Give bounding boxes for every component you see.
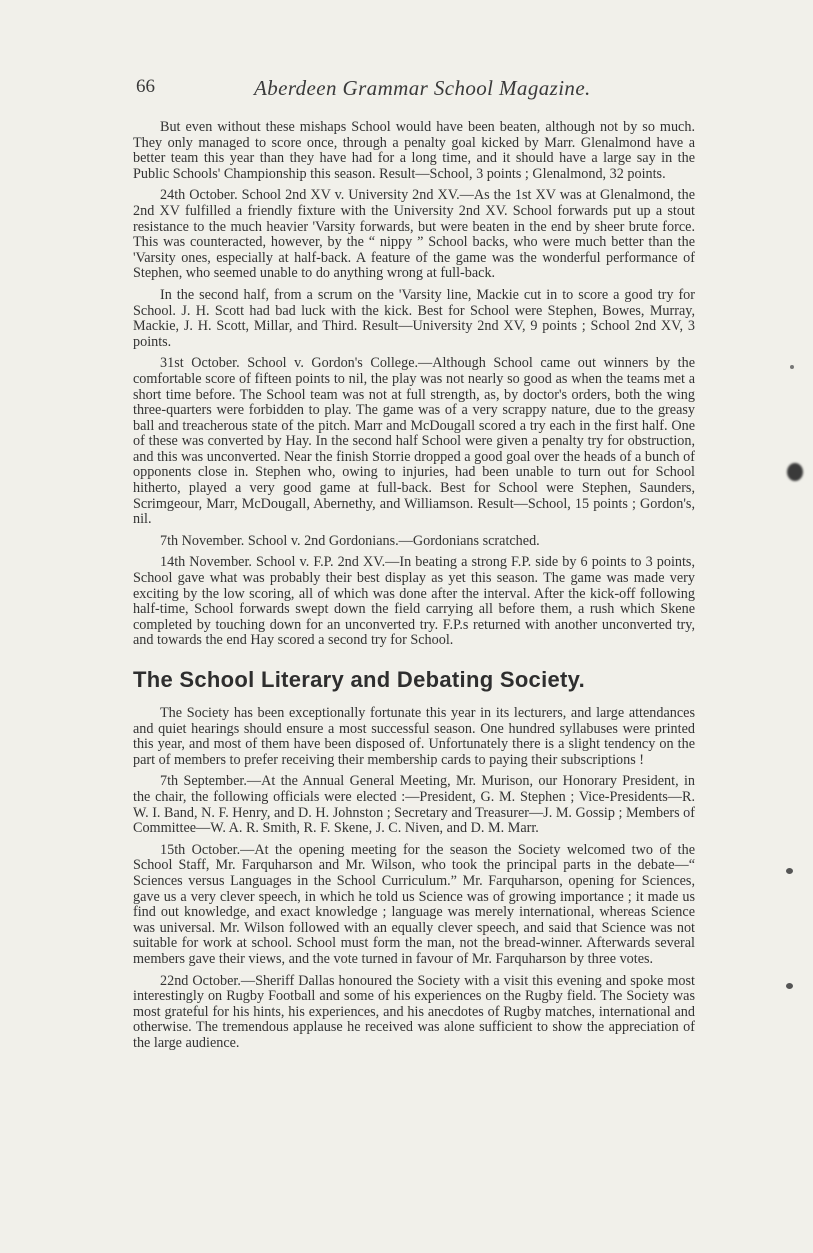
rugby-paragraph-glenalmond-result: But even without these mishaps School would have been beaten, although not by so much. They only managed to score once, through a penalty goal kicked by Marr. Glenalmond have a better team this year than they have had for a long time, and it should have a large say in the Public Schools' Championship this season. Result—School, 3 points ; Glenalmond, 32 points. xyxy=(133,119,695,182)
rugby-paragraph-14th-november: 14th November. School v. F.P. 2nd XV.—In beating a strong F.P. side by 6 points to 3 points, School gave what was probably their best display as yet this season. The game was made very exciting by the low scoring, all of which was done after the interval. After the kick-off following half-time, School forwards swept down the field carrying all before them, a rush which Skene completed by touching down for an unconverted try. F.P.s returned with another unconverted try, and towards the end Hay scored a second try for School. xyxy=(133,554,695,649)
margin-speck xyxy=(786,868,793,874)
page-number: 66 xyxy=(136,76,155,97)
society-paragraph-22nd-october: 22nd October.—Sheriff Dallas honoured the Society with a visit this evening and spoke most interestingly on Rugby Football and some of his experiences on the Rugby field. The Society was most grateful for his hints, his experiences, and his anecdotes of Rugby matches, international and otherwise. The tremendous applause he received was alone sufficient to show the appreciation of the large audience. xyxy=(133,972,695,1051)
magazine-title: Aberdeen Grammar School Magazine. xyxy=(254,76,591,100)
society-paragraph-intro: The Society has been exceptionally fortunate this year in its lecturers, and large attendances and quiet hearings should ensure a most successful season. One hundred syllabuses were printed this year, and most of them have been disposed of. Unfortunately there is a slight tendency on the part of members to prefer receiving their membership cards to paying their subscriptions ! xyxy=(133,705,695,768)
society-paragraph-15th-october: 15th October.—At the opening meeting for the season the Society welcomed two of the School Staff, Mr. Farquharson and Mr. Wilson, who took the principal parts in the debate—“ Sciences versus Languages in the School Curriculum.” Mr. Farquharson, opening for Sciences, gave us a very clever speech, in which he told us Science was of growing importance ; it made us find out knowledge, and exact knowledge ; language was merely international, whereas Science was universal. Mr. Wilson followed with an equally clever speech, and said that Science was not suitable for work at school. School must form the man, not the bread-winner. Afterwards several members gave their views, and the vote turned in favour of Mr. Farquharson by three votes. xyxy=(133,841,695,967)
society-heading: The School Literary and Debating Society. xyxy=(133,667,585,692)
rugby-report-section xyxy=(133,120,695,649)
society-paragraph-7th-september: 7th September.—At the Annual General Meeting, Mr. Murison, our Honorary President, in the chair, the following officials were elected :—President, G. M. Stephen ; Vice-Presidents—R. W. I. Band, N. F. Henry, and D. H. Johnston ; Secretary and Treasurer—J. M. Gossip ; Members of Committee—W. A. R. Smith, R. F. Skene, J. C. Niven, and D. M. Marr. xyxy=(133,773,695,837)
rugby-paragraph-31st-october: 31st October. School v. Gordon's College.—Although School came out winners by the comfortable score of fifteen points to nil, the play was not nearly so good as when the teams met a short time before. The School team was not at full strength, as, by doctor's orders, both the wing three-quarters were forbidden to play. The game was of a very scrappy nature, due to the greasy ball and treacherous state of the pitch. Marr and McDougall scored a try each in the first half. One of these was converted by Hay. In the second half School were given a penalty try for obstruction, and this was unconverted. Near the finish Storrie dropped a good goal over the heads of a bunch of opponents close in. Stephen who, owing to injuries, had been unable to turn out for School hitherto, played a very good game at full-back. Best for School were Stephen, Saunders, Scrimgeour, Marr, McDougall, Abernethy, and Williamson. Result—School, 15 points ; Gordon's, nil. xyxy=(133,355,695,528)
rugby-paragraph-24th-october: 24th October. School 2nd XV v. University 2nd XV.—As the 1st XV was at Glenalmond, the 2nd XV fulfilled a friendly fixture with the University 2nd XV. School forwards put up a stout resistance to the much heavier 'Varsity forwards, but were beaten in the end by sheer brute force. This was counteracted, however, by the “ nippy ” School backs, who were much better than the 'Varsity ones, especially at half-back. A feature of the game was the wonderful performance of Stephen, who seemed unable to do anything wrong at full-back. xyxy=(133,187,695,282)
page-content xyxy=(133,120,695,1057)
society-report-section xyxy=(133,706,695,1051)
rugby-paragraph-second-half: In the second half, from a scrum on the 'Varsity line, Mackie cut in to score a good try for School. J. H. Scott had bad luck with the kick. Best for School were Stephen, Bowes, Murray, Mackie, J. H. Scott, Millar, and Third. Result—University 2nd XV, 9 points ; School 2nd XV, 3 points. xyxy=(133,286,695,350)
page-header xyxy=(136,76,596,106)
margin-speck xyxy=(790,365,794,369)
margin-speck xyxy=(786,983,793,989)
rugby-paragraph-7th-november: 7th November. School v. 2nd Gordonians.—Gordonians scratched. xyxy=(160,532,540,549)
margin-ink-blot xyxy=(787,463,803,481)
